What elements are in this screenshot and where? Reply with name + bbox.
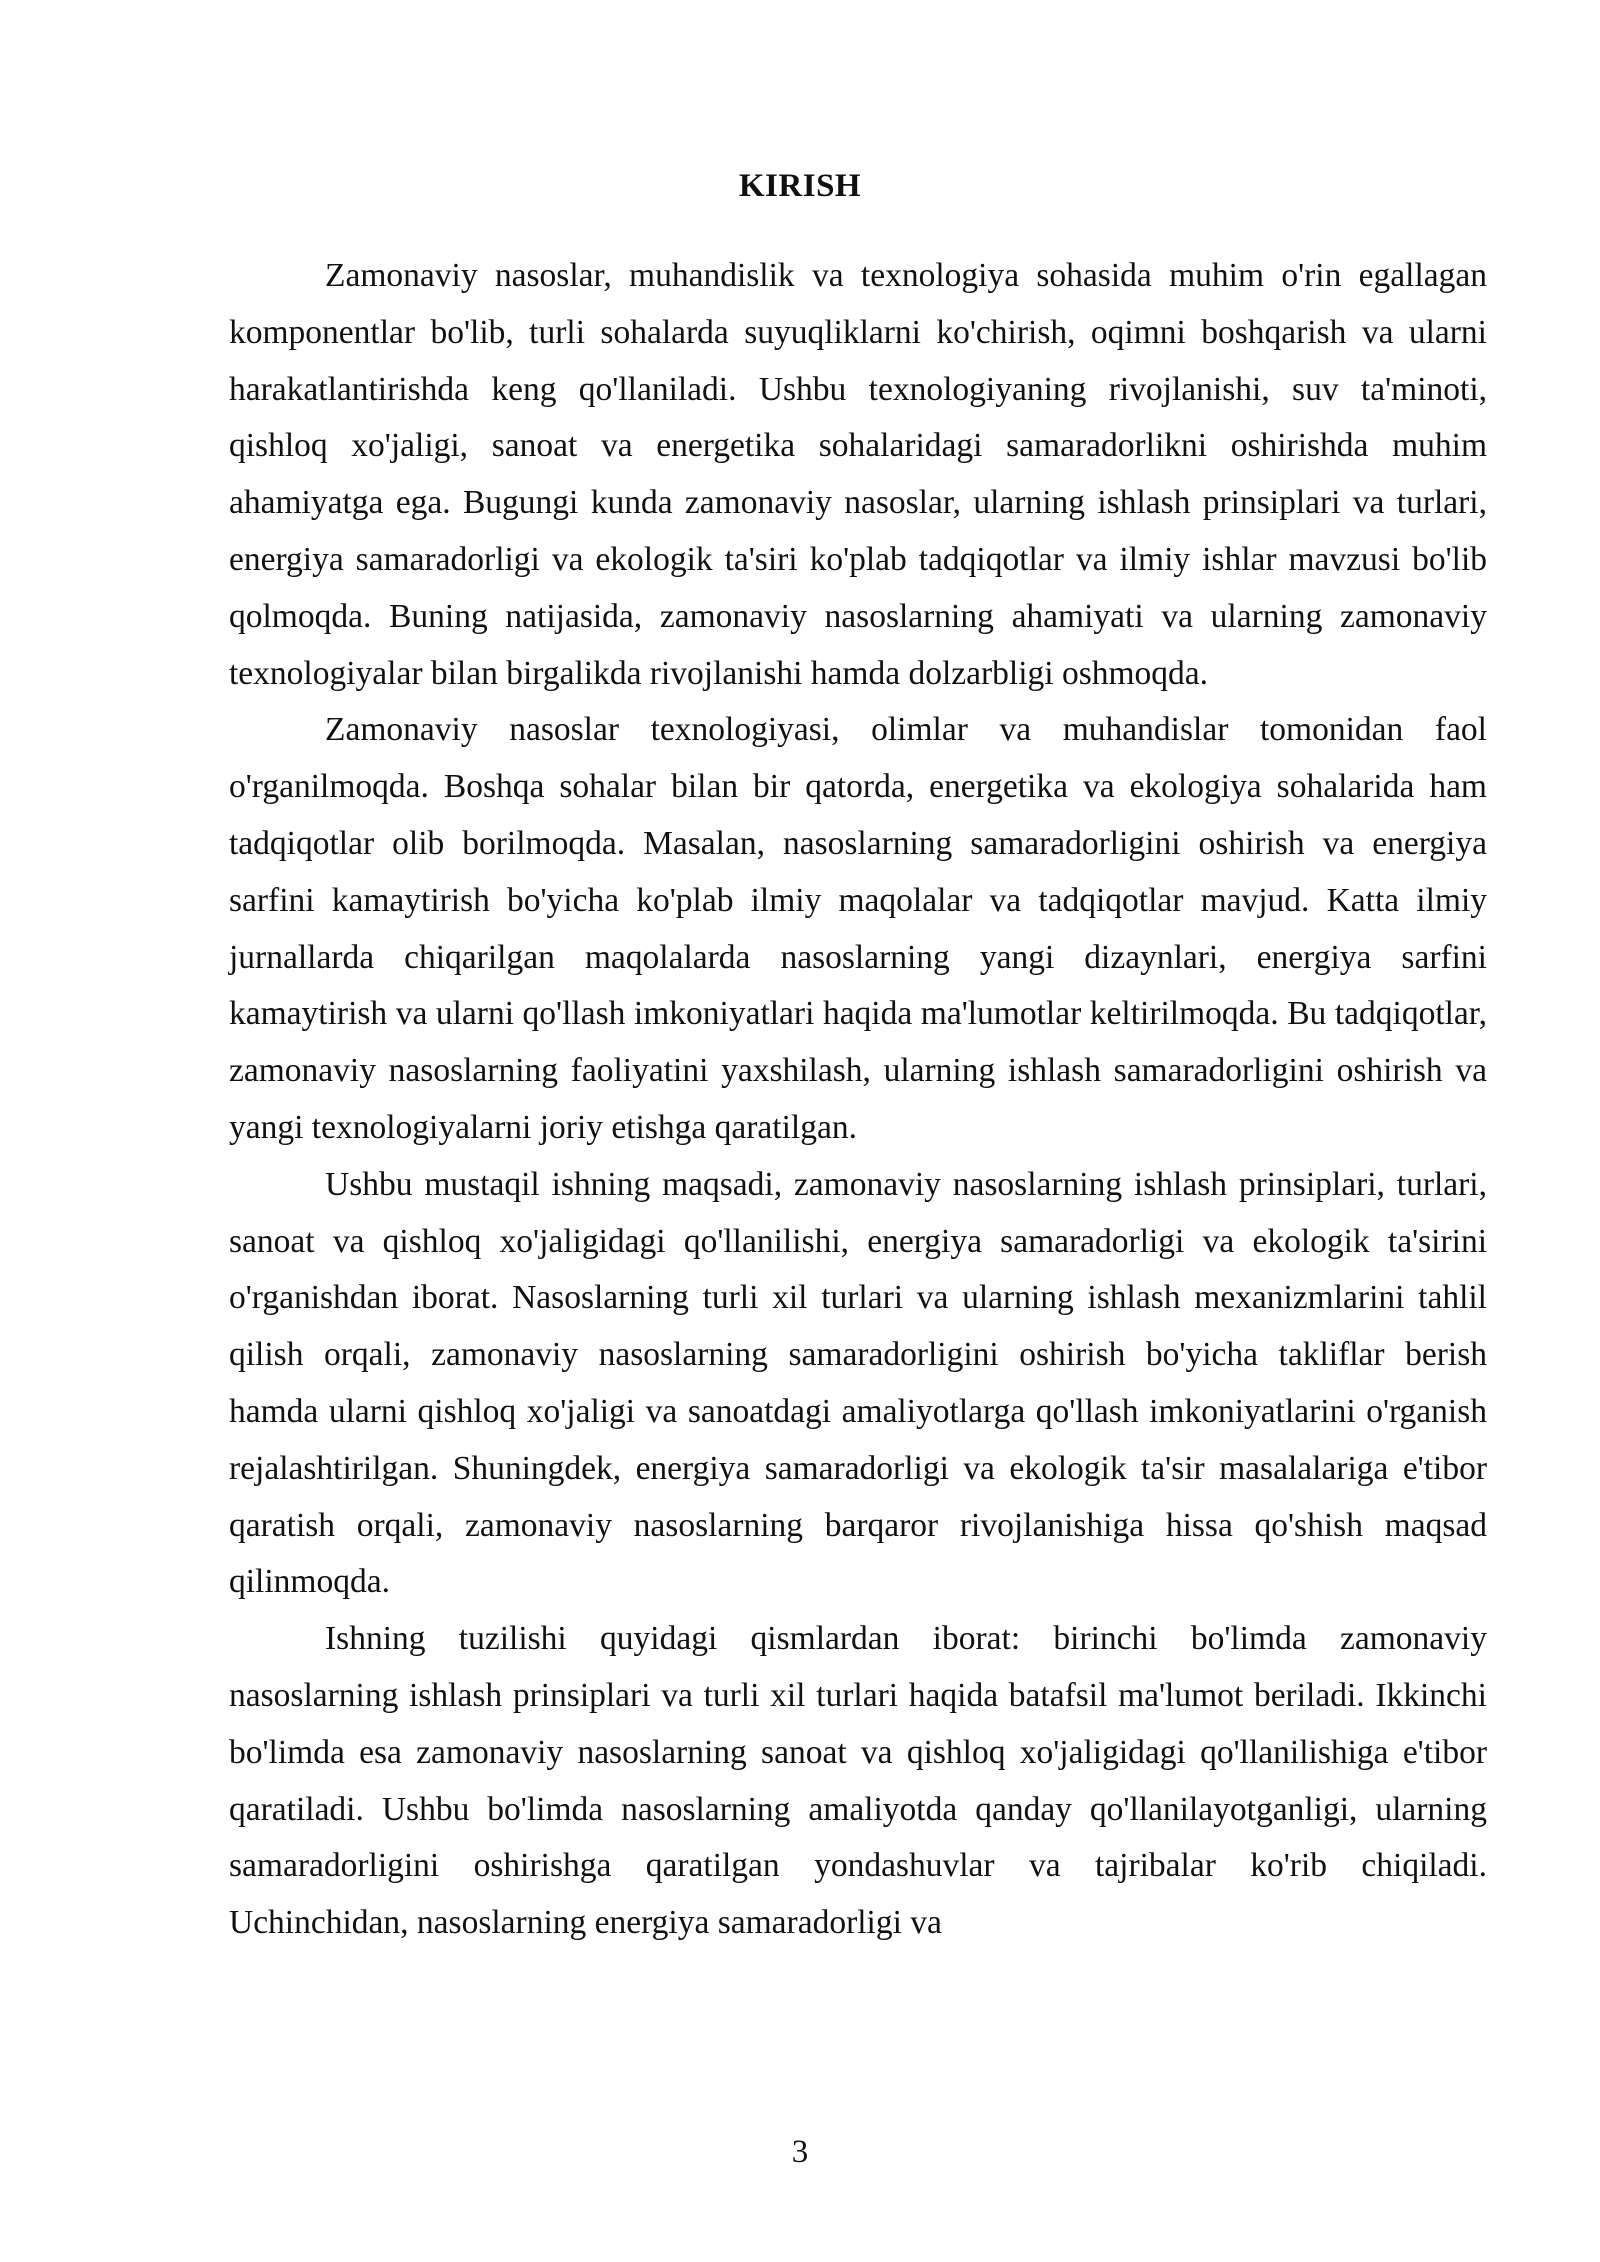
paragraph-4: Ishning tuzilishi quyidagi qismlardan iborat: birinchi bo'limda zamonaviy nasoslarning ishlash prinsiplari va turli xil turlari haqida batafsil ma'lumot beriladi. Ikkinchi bo'limda esa zamonaviy nasoslarning sanoat va qishloq xo'jaligidagi qo'llanilishiga e'tibor qaratiladi. Ushbu bo'limda nasoslarning amaliyotda qanday qo'llanilayotganligi, ularning samaradorligini oshirishga qaratilgan yondashuvlar va tajribalar ko'rib chiqiladi. Uchinchidan, nasoslarning energiya samaradorligi va (229, 1620, 1487, 1942)
paragraph-3: Ushbu mustaqil ishning maqsadi, zamonaviy nasoslarning ishlash prinsiplari, turlari, sanoat va qishloq xo'jaligidagi qo'llanilishi, energiya samaradorligi va ekologik ta'sirini o'rganishdan iborat. Nasoslarning turli xil turlari va ularning ishlash mexanizmlarini tahlil qilish orqali, zamonaviy nasoslarning samaradorligini oshirish bo'yicha takliflar berish hamda ularni qishloq xo'jaligi va sanoatdagi amaliyotlarga qo'llash imkoniyatlarini o'rganish rejalashtirilgan. Shuningdek, energiya samaradorligi va ekologik ta'sir masalalariga e'tibor qaratish orqali, zamonaviy nasoslarning barqaror rivojlanishiga hissa qo'shish maqsad qilinmoqda. (229, 1165, 1487, 1601)
paragraph-2: Zamonaviy nasoslar texnologiyasi, olimlar va muhandislar tomonidan faol o'rganilmoqda. Boshqa sohalar bilan bir qatorda, energetika va ekologiya sohalarida ham tadqiqotlar olib borilmoqda. Masalan, nasoslarning samaradorligini oshirish va energiya sarfini kamaytirish bo'yicha ko'plab ilmiy maqolalar va tadqiqotlar mavjud. Katta ilmiy jurnallarda chiqarilgan maqolalarda nasoslarning yangi dizaynlari, energiya sarfini kamaytirish va ularni qo'llash imkoniyatlari haqida ma'lumotlar keltirilmoqda. Bu tadqiqotlar, zamonaviy nasoslarning faoliyatini yaxshilash, ularning ishlash samaradorligini oshirish va yangi texnologiyalarni joriy etishga qaratilgan. (229, 711, 1487, 1146)
section-heading: KIRISH (738, 168, 862, 204)
body-text (229, 248, 1487, 1952)
page-number: 3 (791, 2134, 809, 2170)
paragraph-1: Zamonaviy nasoslar, muhandislik va texnologiya sohasida muhim o'rin egallagan komponentlar bo'lib, turli sohalarda suyuqliklarni ko'chirish, oqimni boshqarish va ularni harakatlantirishda keng qo'llaniladi. Ushbu texnologiyaning rivojlanishi, suv ta'minoti, qishloq xo'jaligi, sanoat va energetika sohalaridagi samaradorlikni oshirishda muhim ahamiyatga ega. Bugungi kunda zamonaviy nasoslar, ularning ishlash prinsiplari va turlari, energiya samaradorligi va ekologik ta'siri ko'plab tadqiqotlar va ilmiy ishlar mavzusi bo'lib qolmoqda. Buning natijasida, zamonaviy nasoslarning ahamiyati va ularning zamonaviy texnologiyalar bilan birgalikda rivojlanishi hamda dolzarbligi oshmoqda. (229, 257, 1487, 692)
